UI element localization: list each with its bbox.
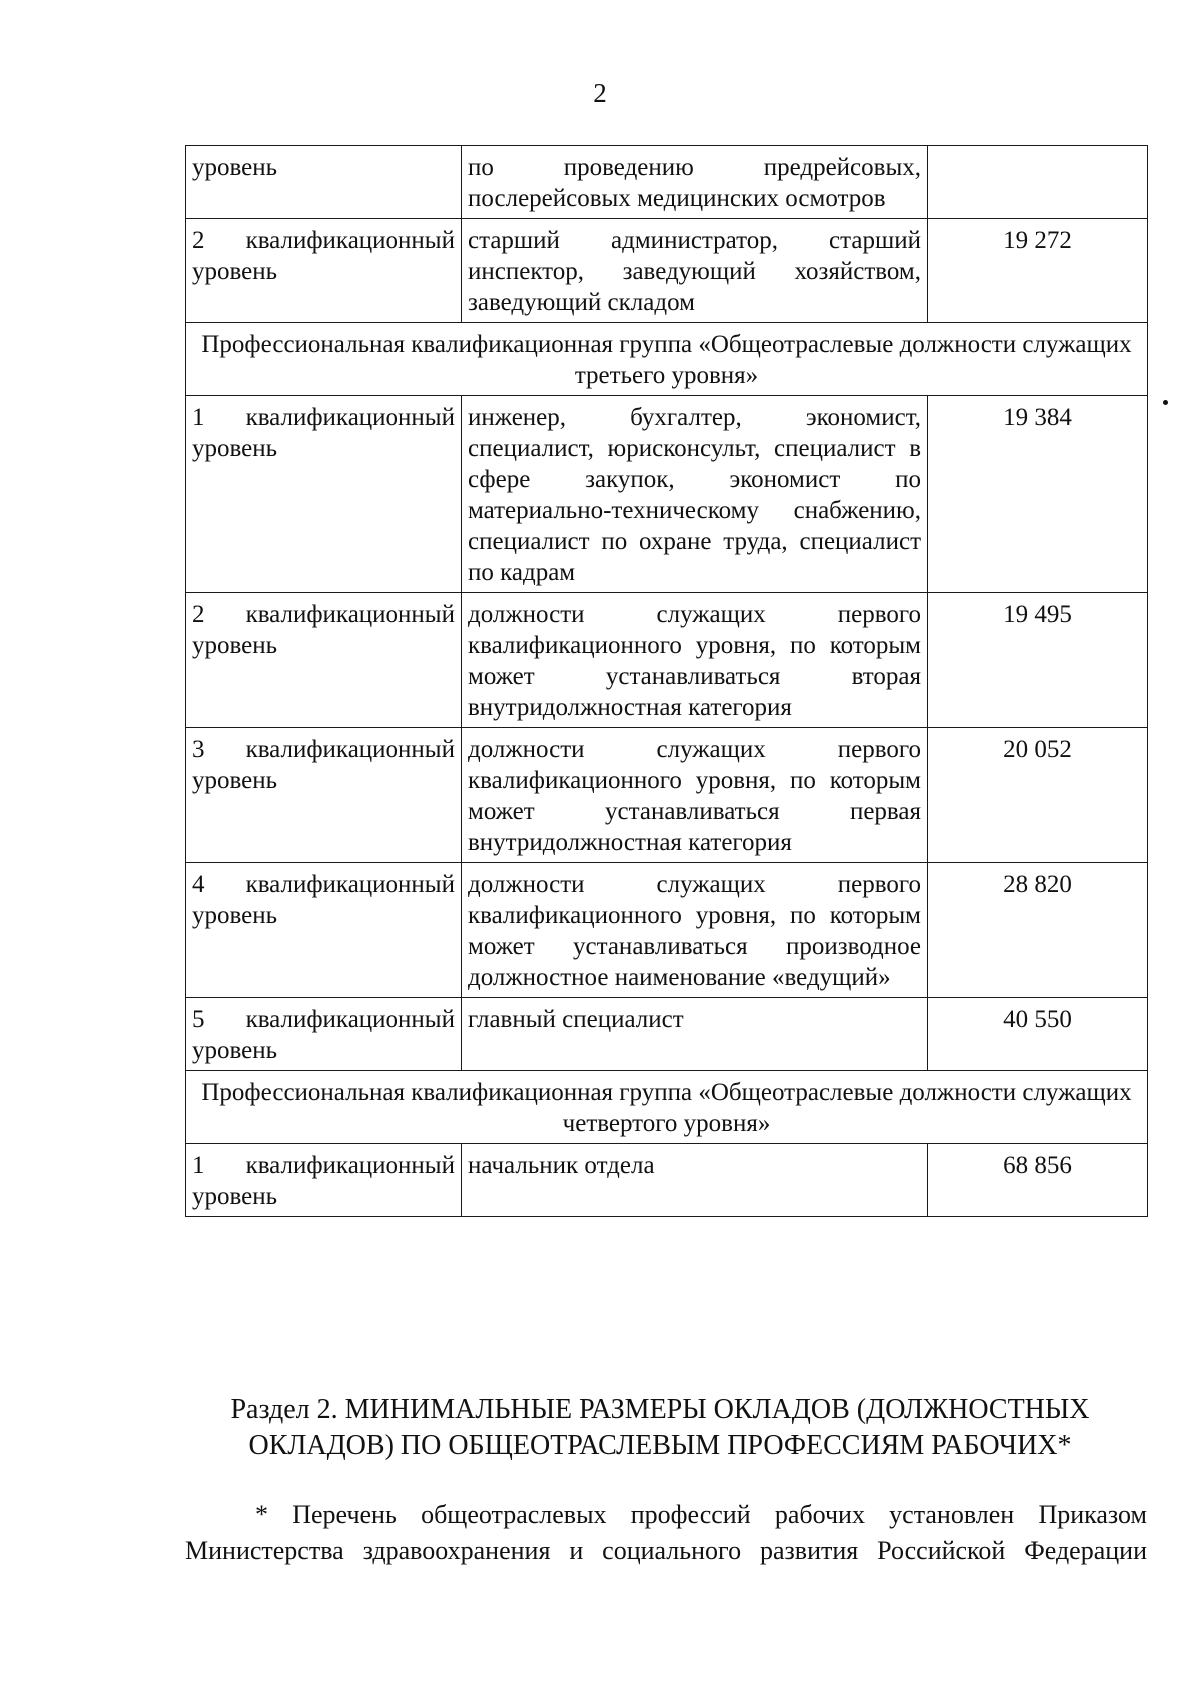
stray-dot-mark	[1163, 400, 1168, 405]
level-cell: 2 квалификационный уровень	[186, 593, 462, 728]
level-cell: 2 квалификационный уровень	[186, 219, 462, 323]
salary-cell: 19 272	[928, 219, 1148, 323]
level-cell: 5 квалификационный уровень	[186, 998, 462, 1071]
section-title-line1: Раздел 2. МИНИМАЛЬНЫЕ РАЗМЕРЫ ОКЛАДОВ (ДОЛЖНОСТНЫХ	[230, 1394, 1090, 1425]
salary-cell: 28 820	[928, 863, 1148, 998]
positions-cell: должности служащих первого квалификационного уровня, по которым может устанавливаться производное должностное наименование «ведущий»	[462, 863, 928, 998]
level-cell: 1 квалификационный уровень	[186, 396, 462, 593]
section-title-line2: ОКЛАДОВ) ПО ОБЩЕОТРАСЛЕВЫМ ПРОФЕССИЯМ РАБОЧИХ*	[248, 1430, 1072, 1461]
footnote-line2: Министерства здравоохранения и социального развития Российской Федерации	[185, 1536, 1147, 1565]
table-row	[186, 1144, 1148, 1217]
section-title	[160, 1392, 1160, 1464]
salary-cell	[928, 146, 1148, 219]
positions-cell: главный специалист	[462, 998, 928, 1071]
table-row	[186, 219, 1148, 323]
positions-cell: по проведению предрейсовых, послерейсовых медицинских осмотров	[462, 146, 928, 219]
positions-cell: должности служащих первого квалификационного уровня, по которым может устанавливаться вторая внутридолжностная категория	[462, 593, 928, 728]
positions-cell: начальник отдела	[462, 1144, 928, 1217]
level-cell: 1 квалификационный уровень	[186, 1144, 462, 1217]
level-cell: 3 квалификационный уровень	[186, 728, 462, 863]
salary-cell: 68 856	[928, 1144, 1148, 1217]
salary-cell: 40 550	[928, 998, 1148, 1071]
table-row	[186, 146, 1148, 219]
positions-cell: инженер, бухгалтер, экономист, специалист, юрисконсульт, специалист в сфере закупок, экономист по материально-техническому снабжению, специалист по охране труда, специалист по кадрам	[462, 396, 928, 593]
footnote-line1: * Перечень общеотраслевых профессий рабочих установлен Приказом	[255, 1500, 1147, 1529]
positions-cell: старший администратор, старший инспектор, заведующий хозяйством, заведующий складом	[462, 219, 928, 323]
table-row	[186, 593, 1148, 728]
table-row	[186, 863, 1148, 998]
table-row	[186, 396, 1148, 593]
salary-table	[185, 145, 1148, 1217]
salary-cell: 20 052	[928, 728, 1148, 863]
page-number: 2	[593, 78, 607, 108]
group-heading: Профессиональная квалификационная группа «Общеотраслевые должности служащих третьего уровня»	[186, 323, 1148, 396]
positions-cell: должности служащих первого квалификационного уровня, по которым может устанавливаться первая внутридолжностная категория	[462, 728, 928, 863]
level-cell: 4 квалификационный уровень	[186, 863, 462, 998]
table-row	[186, 998, 1148, 1071]
salary-cell: 19 384	[928, 396, 1148, 593]
level-cell: уровень	[186, 146, 462, 219]
group-heading-row	[186, 323, 1148, 396]
salary-table-body	[186, 146, 1148, 1217]
salary-cell: 19 495	[928, 593, 1148, 728]
group-heading-row	[186, 1071, 1148, 1144]
table-row	[186, 728, 1148, 863]
group-heading: Профессиональная квалификационная группа «Общеотраслевые должности служащих четвертого уровня»	[186, 1071, 1148, 1144]
